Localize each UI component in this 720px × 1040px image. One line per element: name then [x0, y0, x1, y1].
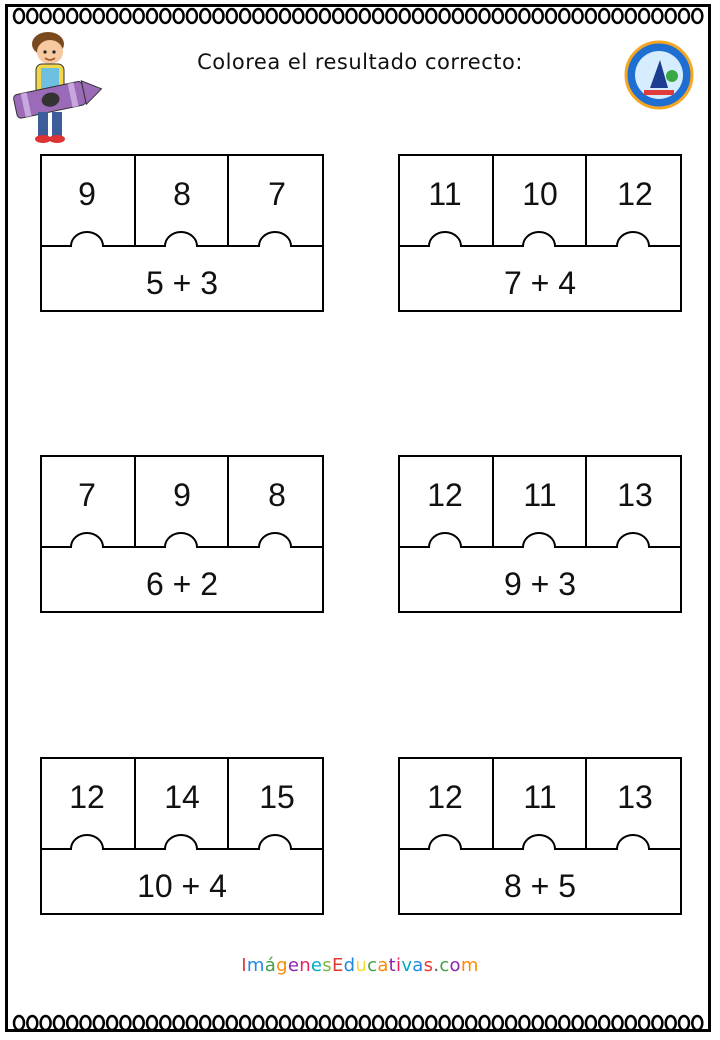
- footer-website: [0, 955, 720, 976]
- answer-option[interactable]: 7: [78, 477, 96, 513]
- imagenes-educativas-badge-icon: [624, 40, 694, 110]
- answer-option[interactable]: 13: [617, 779, 653, 815]
- puzzle-4: [398, 455, 682, 615]
- answer-option[interactable]: 8: [173, 176, 191, 212]
- footer-letter: c: [367, 955, 378, 976]
- footer-letter: á: [264, 955, 277, 976]
- footer-letter: s: [423, 955, 434, 976]
- answer-option[interactable]: 12: [427, 779, 463, 815]
- addition-expression: 6 + 2: [145, 566, 219, 602]
- footer-letter: I: [241, 955, 247, 976]
- footer-letter: u: [355, 955, 368, 976]
- answer-option[interactable]: 14: [164, 779, 200, 815]
- footer-letter: a: [412, 955, 424, 976]
- footer-letter: E: [331, 955, 344, 976]
- footer-letter: a: [377, 955, 389, 976]
- footer-letter: i: [396, 955, 402, 976]
- puzzle-2: [398, 154, 682, 314]
- footer-letter: m: [460, 955, 479, 976]
- puzzle-1: [40, 154, 324, 314]
- puzzle-3: [40, 455, 324, 615]
- footer-letter: n: [299, 955, 311, 976]
- footer-letter: c: [439, 955, 450, 976]
- addition-expression: 8 + 5: [503, 868, 577, 904]
- footer-letter: g: [276, 955, 288, 976]
- answer-option[interactable]: 9: [78, 176, 96, 212]
- footer-letter: e: [287, 955, 300, 976]
- footer-letter: d: [343, 955, 356, 976]
- addition-expression: 5 + 3: [145, 265, 219, 301]
- answer-option[interactable]: 12: [617, 176, 653, 212]
- footer-letter: s: [322, 955, 332, 976]
- footer-letter: t: [388, 955, 397, 976]
- footer-letter: m: [246, 955, 265, 976]
- answer-option[interactable]: 9: [173, 477, 191, 513]
- answer-option[interactable]: 12: [427, 477, 463, 513]
- answer-option[interactable]: 10: [522, 176, 558, 212]
- answer-option[interactable]: 13: [617, 477, 653, 513]
- answer-option[interactable]: 11: [523, 477, 557, 513]
- addition-expression: 7 + 4: [503, 265, 577, 301]
- addition-expression: 9 + 3: [503, 566, 577, 602]
- puzzle-5: [40, 757, 324, 917]
- footer-letter: o: [449, 955, 461, 976]
- footer-letter: v: [401, 955, 413, 976]
- decorative-chain-bottom: [12, 1012, 708, 1034]
- addition-expression: 10 + 4: [137, 868, 227, 904]
- footer-letter: e: [310, 955, 323, 976]
- puzzle-6: [398, 757, 682, 917]
- answer-option[interactable]: 12: [69, 779, 105, 815]
- footer-letter: .: [433, 955, 440, 976]
- answer-option[interactable]: 15: [259, 779, 295, 815]
- page-title: Colorea el resultado correcto:: [197, 50, 523, 74]
- boy-holding-crayon-icon: [8, 28, 108, 146]
- answer-option[interactable]: 11: [523, 779, 557, 815]
- decorative-chain-top: [12, 5, 708, 27]
- answer-option[interactable]: 8: [268, 477, 286, 513]
- answer-option[interactable]: 7: [268, 176, 286, 212]
- answer-option[interactable]: 11: [428, 176, 462, 212]
